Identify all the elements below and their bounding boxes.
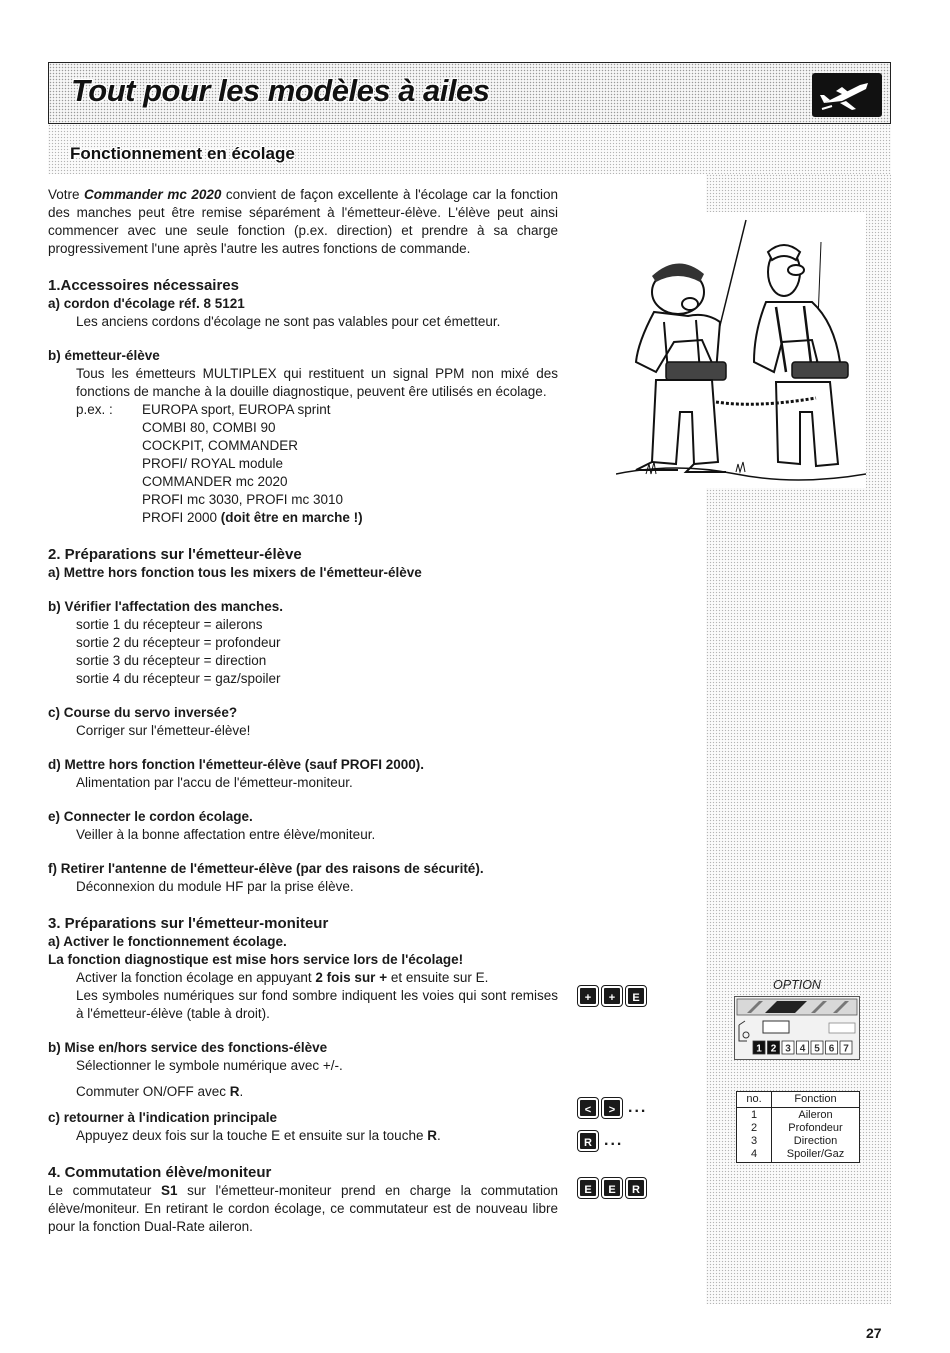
text-emetteur-eleve: Tous les émetteurs MULTIPLEX qui restituent un signal PPM non mixé des fonctions de manche à la douille diagnostique, peuvent êre utilisés en écolage. — [76, 366, 558, 399]
page-header — [48, 62, 891, 124]
key-e-icon: E — [578, 1178, 598, 1198]
page-number: 27 — [866, 1325, 882, 1341]
function-table — [736, 1091, 860, 1163]
list-item: sortie 4 du récepteur = gaz/spoiler — [76, 671, 281, 686]
text-appuyez: Appuyez deux fois sur la touche E et ensuite sur la touche R. — [76, 1128, 441, 1143]
section-title: Fonctionnement en écolage — [70, 144, 295, 163]
lcd-channel-number: 4 — [799, 1043, 806, 1055]
list-item: sortie 1 du récepteur = ailerons — [76, 617, 263, 632]
example-item: PROFI/ ROYAL module — [142, 456, 284, 471]
lcd-channel-number: 1 — [756, 1043, 762, 1055]
table-cell-nums: 1 2 3 4 — [737, 1108, 772, 1163]
list-item: sortie 3 du récepteur = direction — [76, 653, 267, 668]
airplane-icon — [812, 73, 882, 117]
product-name: Commander mc 2020 — [84, 187, 222, 202]
keys-retourner — [578, 1178, 646, 1198]
key-plus-icon: + — [602, 986, 622, 1006]
ellipsis: ... — [604, 1132, 624, 1149]
text-deconnexion: Déconnexion du module HF par la prise élève. — [76, 879, 354, 894]
page-title: Tout pour les modèles à ailes — [71, 73, 490, 108]
table-cell-functions: Aileron Profondeur Direction Spoiler/Gaz — [772, 1108, 860, 1163]
ellipsis: ... — [628, 1099, 648, 1116]
cartoon-illustration — [616, 212, 866, 488]
affectation-list — [48, 616, 558, 688]
text-cordon: Les anciens cordons d'écolage ne sont pas valables pour cet émetteur. — [76, 314, 501, 329]
text-activer: Activer la fonction écolage en appuyant 2 fois sur + et ensuite sur E. — [76, 970, 489, 985]
key-plus-icon: + — [578, 986, 598, 1006]
heading-preparations-moniteur: 3. Préparations sur l'émetteur-moniteur — [48, 915, 329, 932]
key-plus-icon: > — [602, 1098, 622, 1118]
lcd-screen — [734, 996, 860, 1060]
key-minus-icon: < — [578, 1098, 598, 1118]
example-item: COCKPIT, COMMANDER — [142, 438, 299, 453]
heading-cordon: a) cordon d'écolage réf. 8 5121 — [48, 296, 245, 311]
keys-activer — [578, 986, 646, 1006]
lcd-channel-number: 3 — [785, 1043, 791, 1055]
heading-retourner: c) retourner à l'indication principale — [48, 1110, 278, 1125]
heading-emetteur-eleve: b) émetteur-élève — [48, 348, 160, 363]
intro-paragraph: Votre Commander mc 2020 convient de façon excellente à l'écolage car la fonction des manches peut être remise séparément à l'émetteur-élève. L'élève peut ainsi commencer avec une seule fonction (p.ex. direction) et prendre à sa charge progressivement l'une après l'autre les autres fonctions de commande. — [48, 187, 559, 256]
table-header-no: no. — [737, 1092, 772, 1108]
heading-mise-en-service: b) Mise en/hors service des fonctions-élève — [48, 1040, 328, 1055]
option-label: OPTION — [773, 978, 821, 992]
heading-commutation: 4. Commutation élève/moniteur — [48, 1164, 272, 1181]
heading-antenne: f) Retirer l'antenne de l'émetteur-élève (par des raisons de sécurité). — [48, 861, 484, 876]
warning-diagnostique: La fonction diagnostique est mise hors service lors de l'écolage! — [48, 952, 464, 967]
option-display — [732, 976, 862, 1062]
lcd-channel-number: 5 — [814, 1043, 820, 1055]
heading-cordon-ecolage: e) Connecter le cordon écolage. — [48, 809, 253, 824]
heading-accessories: 1.Accessoires nécessaires — [48, 277, 239, 294]
text-selectionner: Sélectionner le symbole numérique avec +/-. — [76, 1058, 343, 1073]
main-content — [48, 186, 558, 1236]
lcd-channel-number: 7 — [843, 1043, 849, 1055]
key-e-icon: E — [626, 986, 646, 1006]
text-affectation: Veiller à la bonne affectation entre élève/moniteur. — [76, 827, 376, 842]
example-item: PROFI mc 3030, PROFI mc 3010 — [142, 492, 344, 507]
text-alimentation: Alimentation par l'accu de l'émetteur-moniteur. — [76, 775, 353, 790]
text-servo: Corriger sur l'émetteur-élève! — [76, 723, 251, 738]
text-commutation: Le commutateur S1 sur l'émetteur-moniteur prend en charge la commutation élève/moniteur. En retirant le cordon écolage, ce commutateur est de nouveau libre pour la fonction Dual-Rate aileron. — [48, 1183, 559, 1234]
heading-preparations-eleve: 2. Préparations sur l'émetteur-élève — [48, 546, 302, 563]
example-item: EUROPA sport, EUROPA sprint — [142, 402, 331, 417]
key-r-icon: R — [578, 1131, 598, 1151]
table-header-fonction: Fonction — [772, 1092, 860, 1108]
text-commuter: Commuter ON/OFF avec R. — [76, 1084, 244, 1099]
key-e-icon: E — [602, 1178, 622, 1198]
heading-hors-fonction: d) Mettre hors fonction l'émetteur-élève (sauf PROFI 2000). — [48, 757, 425, 772]
heading-servo: c) Course du servo inversée? — [48, 705, 238, 720]
keys-commuter — [578, 1131, 623, 1151]
lcd-channel-number: 6 — [828, 1043, 835, 1055]
key-r-icon: R — [626, 1178, 646, 1198]
heading-affectation: b) Vérifier l'affectation des manches. — [48, 599, 284, 614]
keys-selectionner — [578, 1098, 647, 1118]
example-item: COMMANDER mc 2020 — [142, 474, 288, 489]
text-symboles: Les symboles numériques sur fond sombre indiquent les voies qui sont remises à l'émetteur-élève (table à droit). — [76, 988, 558, 1021]
lcd-channel-number: 2 — [770, 1043, 777, 1055]
example-item: COMBI 80, COMBI 90 — [142, 420, 276, 435]
examples-label: p.ex. : — [76, 402, 113, 417]
examples-list — [48, 401, 558, 527]
heading-activer: a) Activer le fonctionnement écolage. — [48, 934, 287, 949]
heading-mixers: a) Mettre hors fonction tous les mixers de l'émetteur-élève — [48, 565, 422, 580]
list-item: sortie 2 du récepteur = profondeur — [76, 635, 281, 650]
example-item: PROFI 2000 (doit être en marche !) — [142, 510, 363, 525]
